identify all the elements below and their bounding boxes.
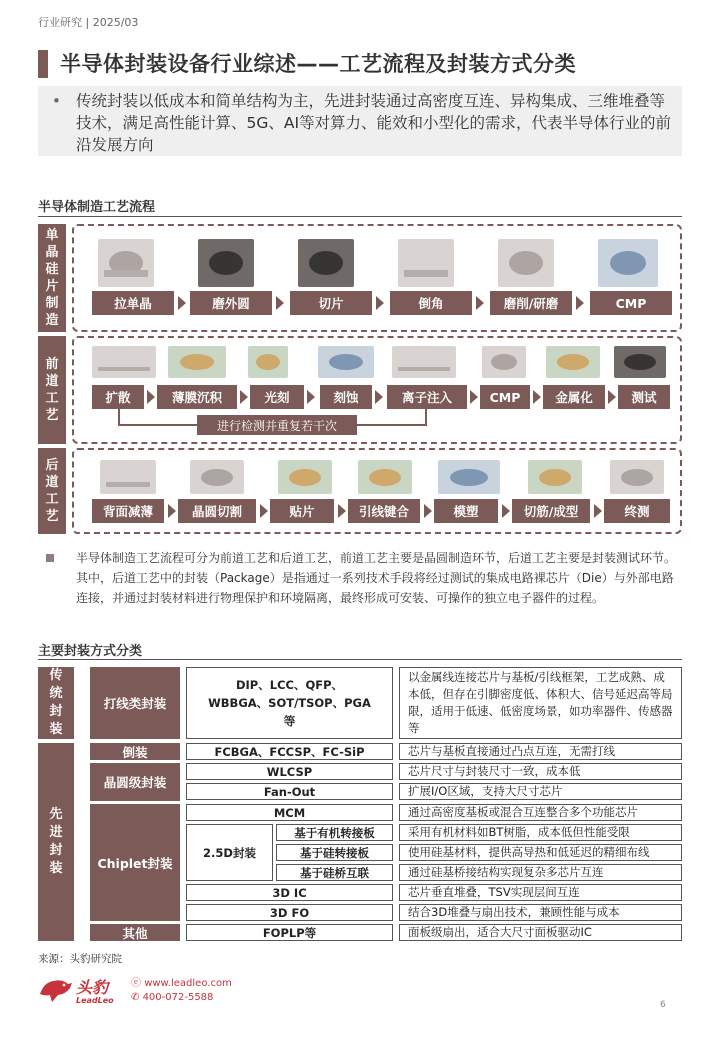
process-image xyxy=(438,460,500,494)
section-divider xyxy=(38,216,682,217)
sub-chiplet: Chiplet封装 xyxy=(90,804,180,921)
arrow-icon xyxy=(338,504,346,518)
process-image xyxy=(248,346,288,378)
phone-icon: ✆ xyxy=(131,992,143,1003)
step-box: 薄膜沉积 xyxy=(157,385,237,409)
types-fan-out: Fan-Out xyxy=(186,783,393,800)
process-image xyxy=(358,460,412,494)
types-silicon-bridge: 基于硅桥互联 xyxy=(276,864,393,881)
process-image xyxy=(598,239,658,287)
step-box: 倒角 xyxy=(390,291,472,315)
process-image xyxy=(498,239,554,287)
desc-silicon-bridge: 通过硅基桥接结构实现复杂多芯片互连 xyxy=(399,864,682,881)
process-image xyxy=(168,346,226,378)
arrow-icon xyxy=(608,390,616,404)
desc-organic-interposer: 采用有机材料如BT树脂，成本低但性能受限 xyxy=(399,824,682,841)
arrow-icon xyxy=(470,390,478,404)
arrow-icon xyxy=(576,296,584,310)
desc-fan-out: 扩展I/O区域，支持大尺寸芯片 xyxy=(399,783,682,800)
desc-3d-ic: 芯片垂直堆叠，TSV实现层间互连 xyxy=(399,884,682,901)
process-note xyxy=(38,548,682,608)
arrow-icon xyxy=(260,504,268,518)
types-organic-interposer: 基于有机转接板 xyxy=(276,824,393,841)
step-box: 终测 xyxy=(604,499,670,523)
step-box: 引线键合 xyxy=(348,499,420,523)
desc-wire-bond: 以金属线连接芯片与基板/引线框架，工艺成熟、成本低，但存在引脚密度低、体积大、信号延迟高等局限，适用于低速、低密度场景，如功率器件、传感器等 xyxy=(399,667,682,739)
step-box: 磨外圆 xyxy=(190,291,272,315)
process-image xyxy=(92,346,156,378)
desc-3d-fo: 结合3D堆叠与扇出技术，兼顾性能与成本 xyxy=(399,904,682,921)
step-box: 模塑 xyxy=(434,499,498,523)
step-box: 切片 xyxy=(290,291,372,315)
arrow-icon xyxy=(502,504,510,518)
source-note: 来源：头豹研究院 xyxy=(38,953,122,965)
step-box: 测试 xyxy=(618,385,670,409)
arrow-icon xyxy=(376,296,384,310)
step-box: 拉单晶 xyxy=(92,291,174,315)
bullet-icon: • xyxy=(52,92,61,110)
page-title: 半导体封装设备行业综述——工艺流程及封装方式分类 xyxy=(60,52,576,76)
loop-line xyxy=(118,424,197,426)
arrow-icon xyxy=(178,296,186,310)
sub-other: 其他 xyxy=(90,924,180,941)
arrow-icon xyxy=(375,390,383,404)
step-box: CMP xyxy=(590,291,672,315)
logo-text-en: LeadLeo xyxy=(76,996,114,1005)
process-image xyxy=(546,346,600,378)
arrow-icon xyxy=(147,390,155,404)
arrow-icon xyxy=(594,504,602,518)
page-number: 6 xyxy=(660,1000,666,1010)
process-image xyxy=(528,460,582,494)
loop-line xyxy=(357,424,427,426)
step-box: 磨削/研磨 xyxy=(490,291,572,315)
category-traditional: 传统封装 xyxy=(38,667,74,739)
desc-mcm: 通过高密度基板或混合互连整合多个功能芯片 xyxy=(399,804,682,821)
desc-wlcsp: 芯片尺寸与封装尺寸一致，成本低 xyxy=(399,763,682,780)
arrow-icon xyxy=(276,296,284,310)
summary-text: 传统封装以低成本和简单结构为主，先进封装通过高密度互连、异构集成、三维堆叠等技术，满足高性能计算、5G、AI等对算力、能效和小型化的需求，代表半导体行业的前沿发展方向 xyxy=(76,92,672,154)
types-other: FOPLP等 xyxy=(186,924,393,941)
process-image xyxy=(610,460,664,494)
types-3d-ic: 3D IC xyxy=(186,884,393,901)
category-advanced: 先进封装 xyxy=(38,743,74,941)
website-text: www.leadleo.com xyxy=(144,978,232,989)
step-box: 背面减薄 xyxy=(92,499,164,523)
process-note-text: 半导体制造工艺流程可分为前道工艺和后道工艺，前道工艺主要是晶圆制造环节，后道工艺主要是封装测试环节。其中，后道工艺中的封装（Package）是指通过一系列技术手段将经过测试的集成电路裸芯片（Die）与外部电路连接，并通过封装材料进行物理保护和环境隔离，最终形成可安装、可操作的独立电子器件的过程。 xyxy=(76,551,677,605)
title-accent-bar xyxy=(38,50,48,78)
step-box: 贴片 xyxy=(270,499,334,523)
step-box: 扩散 xyxy=(92,385,144,409)
process-image xyxy=(98,239,154,287)
types-mcm: MCM xyxy=(186,804,393,821)
label-2-5d: 2.5D封装 xyxy=(186,824,272,881)
arrow-icon xyxy=(533,390,541,404)
process-image xyxy=(482,346,526,378)
arrow-icon xyxy=(424,504,432,518)
sub-wire-bond: 打线类封装 xyxy=(90,667,180,739)
process-image xyxy=(614,346,666,378)
section-divider xyxy=(38,659,682,660)
arrow-icon xyxy=(240,390,248,404)
process-image xyxy=(278,460,332,494)
packaging-section-title: 主要封装方式分类 xyxy=(38,644,143,659)
process-image xyxy=(398,239,454,287)
loop-label: 进行检测并重复若干次 xyxy=(197,415,357,435)
types-3d-fo: 3D FO xyxy=(186,904,393,921)
types-silicon-interposer: 基于硅转接板 xyxy=(276,844,393,861)
step-box: 离子注入 xyxy=(387,385,467,409)
step-box: 切筋/成型 xyxy=(512,499,590,523)
sub-wafer-level: 晶圆级封装 xyxy=(90,763,180,801)
types-flip-chip: FCBGA、FCCSP、FC-SiP xyxy=(186,743,393,760)
process-image xyxy=(198,239,254,287)
desc-other: 面板级扇出，适合大尺寸面板驱动IC xyxy=(399,924,682,941)
globe-icon: ⓔ xyxy=(131,978,145,989)
desc-silicon-interposer: 使用硅基材料，提供高导热和低延迟的精细布线 xyxy=(399,844,682,861)
stage-box-wafer xyxy=(72,224,682,332)
step-box: 光刻 xyxy=(250,385,304,409)
stage-label-wafer: 单晶硅片制造 xyxy=(38,224,66,332)
types-wlcsp: WLCSP xyxy=(186,763,393,780)
stage-label-front-end: 前道工艺 xyxy=(38,336,66,444)
types-wire-bond: DIP、LCC、QFP、WBBGA、SOT/TSOP、PGA等 xyxy=(186,667,393,739)
phone-number xyxy=(131,991,232,1005)
desc-flip-chip: 芯片与基板直接通过凸点互连，无需打线 xyxy=(399,743,682,760)
vline xyxy=(272,824,273,881)
process-image xyxy=(392,346,456,378)
report-meta: 行业研究 | 2025/03 xyxy=(38,16,139,29)
leopard-logo-icon xyxy=(38,974,74,1004)
step-box: 金属化 xyxy=(543,385,605,409)
sub-flip-chip: 倒装 xyxy=(90,743,180,760)
summary-box xyxy=(38,86,682,156)
process-image xyxy=(318,346,374,378)
step-box: 刻蚀 xyxy=(320,385,372,409)
bullet-square-icon xyxy=(46,554,54,562)
website-link[interactable] xyxy=(131,977,232,991)
loop-line xyxy=(425,409,427,426)
step-box: 晶圆切割 xyxy=(178,499,256,523)
arrow-icon xyxy=(168,504,176,518)
contact-info xyxy=(131,977,232,1005)
arrow-icon xyxy=(476,296,484,310)
process-image xyxy=(100,460,156,494)
process-image xyxy=(298,239,354,287)
logo-text-cn: 头豹 xyxy=(76,978,109,997)
phone-text: 400-072-5588 xyxy=(142,992,214,1003)
process-section-title: 半导体制造工艺流程 xyxy=(38,200,156,215)
stage-label-back-end: 后道工艺 xyxy=(38,448,66,534)
step-box: CMP xyxy=(480,385,530,409)
arrow-icon xyxy=(307,390,315,404)
process-image xyxy=(190,460,244,494)
